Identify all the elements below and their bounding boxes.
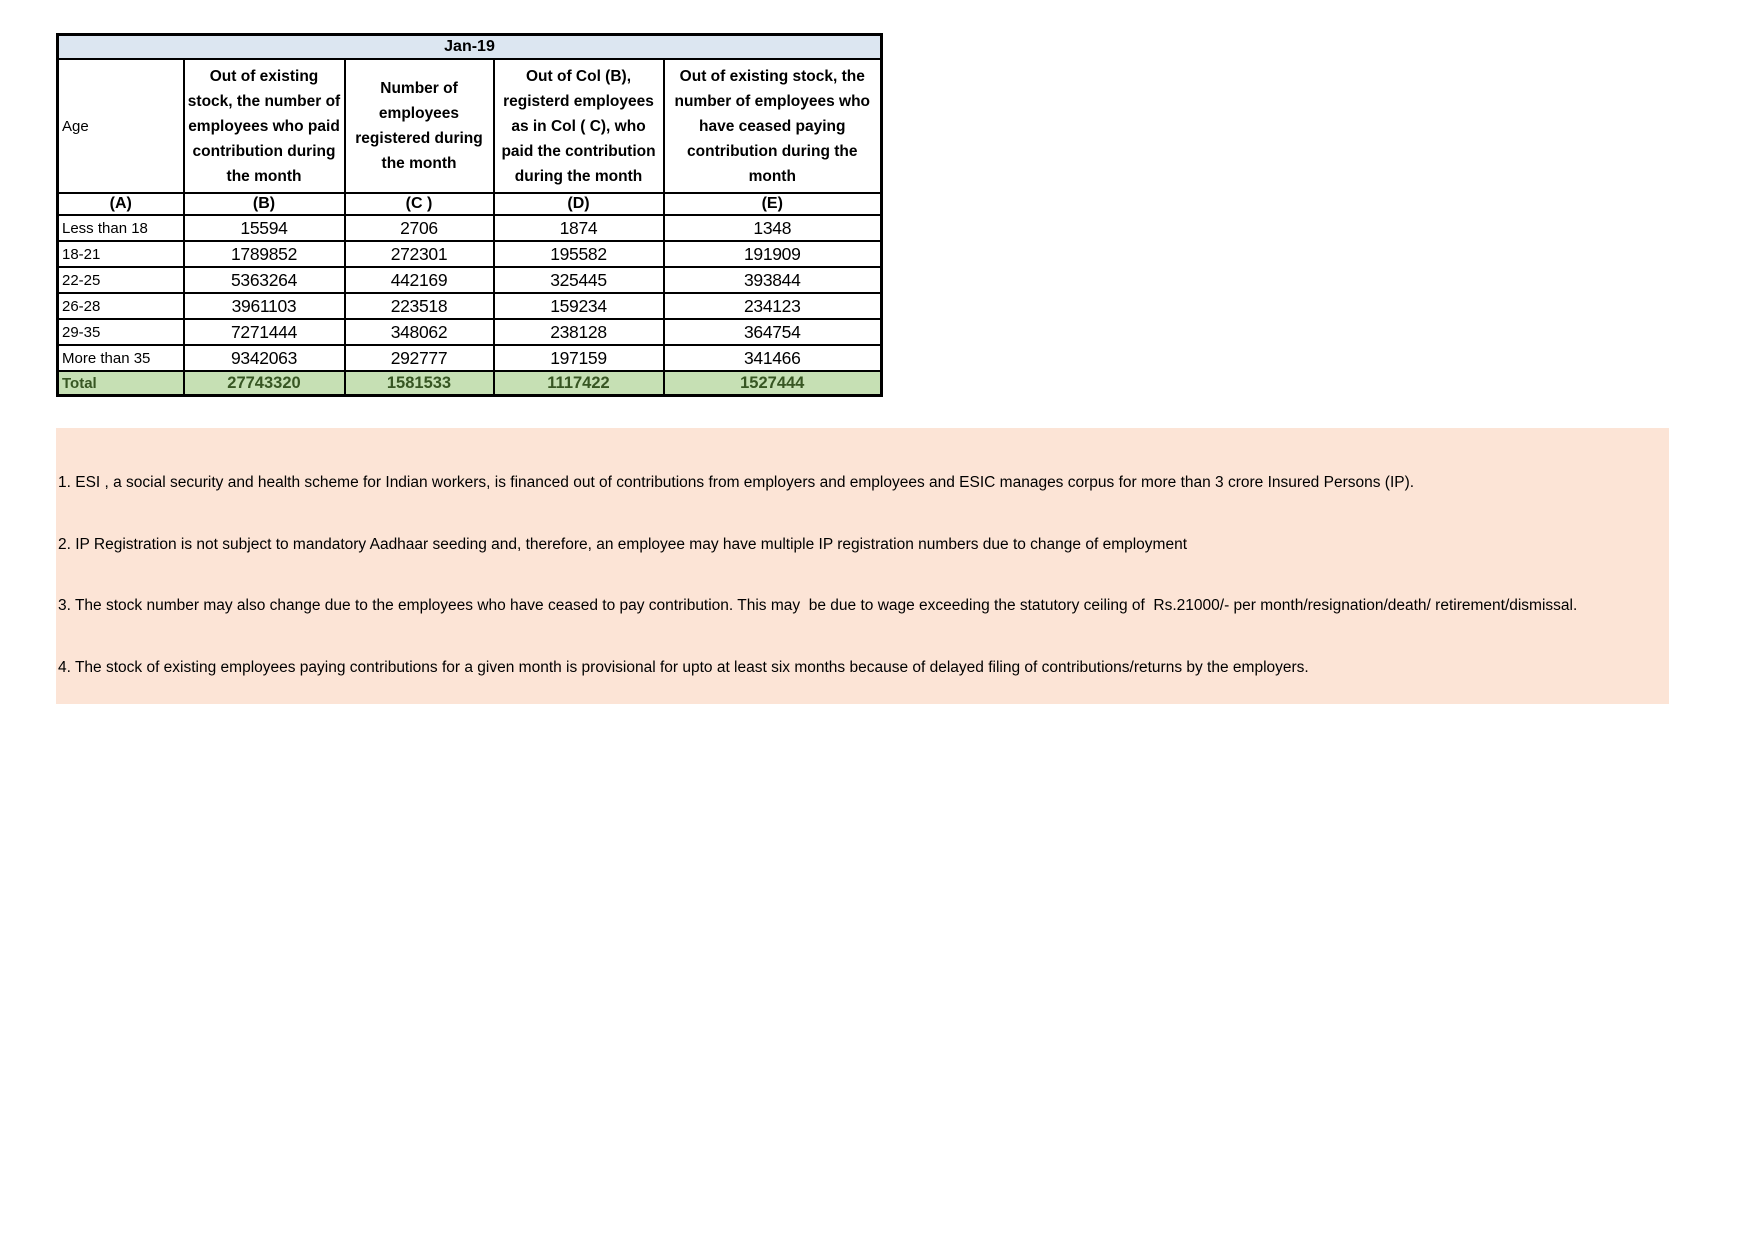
- footnote-3: 3. The stock number may also change due to the employees who have ceased to pay contribution. This may be due to wage exceeding the statutory ceiling of Rs.21000/- per month/resignation/death/ retirement/dismissal.: [58, 597, 1578, 614]
- value-d: 1874: [494, 215, 664, 241]
- value-b: 7271444: [184, 319, 345, 345]
- table-row: [58, 241, 882, 267]
- month-title: Jan-19: [58, 35, 882, 60]
- value-d: 159234: [494, 293, 664, 319]
- total-c: 1581533: [345, 371, 494, 396]
- table-row: [58, 345, 882, 371]
- value-c: 2706: [345, 215, 494, 241]
- column-letter-row: [58, 193, 882, 215]
- value-b: 1789852: [184, 241, 345, 267]
- value-b: 9342063: [184, 345, 345, 371]
- value-c: 348062: [345, 319, 494, 345]
- age-label: Less than 18: [58, 215, 184, 241]
- value-e: 393844: [664, 267, 882, 293]
- value-d: 197159: [494, 345, 664, 371]
- footnote-2: 2. IP Registration is not subject to mandatory Aadhaar seeding and, therefore, an employee may have multiple IP registration numbers due to change of employment: [58, 535, 1188, 553]
- table-row: [58, 267, 882, 293]
- value-b: 15594: [184, 215, 345, 241]
- letter-c: (C ): [345, 193, 494, 215]
- header-col-c: Number of employees registered during the month: [345, 59, 494, 193]
- value-c: 292777: [345, 345, 494, 371]
- value-e: 234123: [664, 293, 882, 319]
- total-label: Total: [58, 371, 184, 396]
- value-e: 364754: [664, 319, 882, 345]
- letter-b: (B): [184, 193, 345, 215]
- value-e: 191909: [664, 241, 882, 267]
- age-label: 22-25: [58, 267, 184, 293]
- total-e: 1527444: [664, 371, 882, 396]
- table-title-row: [58, 35, 882, 60]
- age-label: More than 35: [58, 345, 184, 371]
- letter-a: (A): [58, 193, 184, 215]
- header-age: Age: [58, 59, 184, 193]
- age-label: 26-28: [58, 293, 184, 319]
- header-col-b: Out of existing stock, the number of employees who paid contribution during the month: [184, 59, 345, 193]
- table-row: [58, 293, 882, 319]
- footnote-4: 4. The stock of existing employees paying contributions for a given month is provisional for upto at least six months because of delayed filing of contributions/returns by the employers.: [58, 658, 1309, 676]
- value-e: 1348: [664, 215, 882, 241]
- table-header-row: [58, 59, 882, 193]
- value-b: 3961103: [184, 293, 345, 319]
- age-label: 18-21: [58, 241, 184, 267]
- esic-monthly-table: [56, 33, 883, 397]
- footnote-1: 1. ESI , a social security and health scheme for Indian workers, is financed out of contributions from employers and employees and ESIC manages corpus for more than 3 crore Insured Persons (IP).: [58, 474, 1415, 491]
- value-e: 341466: [664, 345, 882, 371]
- value-c: 272301: [345, 241, 494, 267]
- letter-e: (E): [664, 193, 882, 215]
- value-b: 5363264: [184, 267, 345, 293]
- footnotes-block: [56, 428, 1669, 704]
- total-b: 27743320: [184, 371, 345, 396]
- age-label: 29-35: [58, 319, 184, 345]
- value-c: 442169: [345, 267, 494, 293]
- value-d: 325445: [494, 267, 664, 293]
- header-col-e: Out of existing stock, the number of employees who have ceased paying contribution during the month: [664, 59, 882, 193]
- value-c: 223518: [345, 293, 494, 319]
- letter-d: (D): [494, 193, 664, 215]
- total-d: 1117422: [494, 371, 664, 396]
- table-row: [58, 215, 882, 241]
- header-col-d: Out of Col (B), registerd employees as in Col ( C), who paid the contribution during the month: [494, 59, 664, 193]
- total-row: [58, 371, 882, 396]
- value-d: 238128: [494, 319, 664, 345]
- table-row: [58, 319, 882, 345]
- value-d: 195582: [494, 241, 664, 267]
